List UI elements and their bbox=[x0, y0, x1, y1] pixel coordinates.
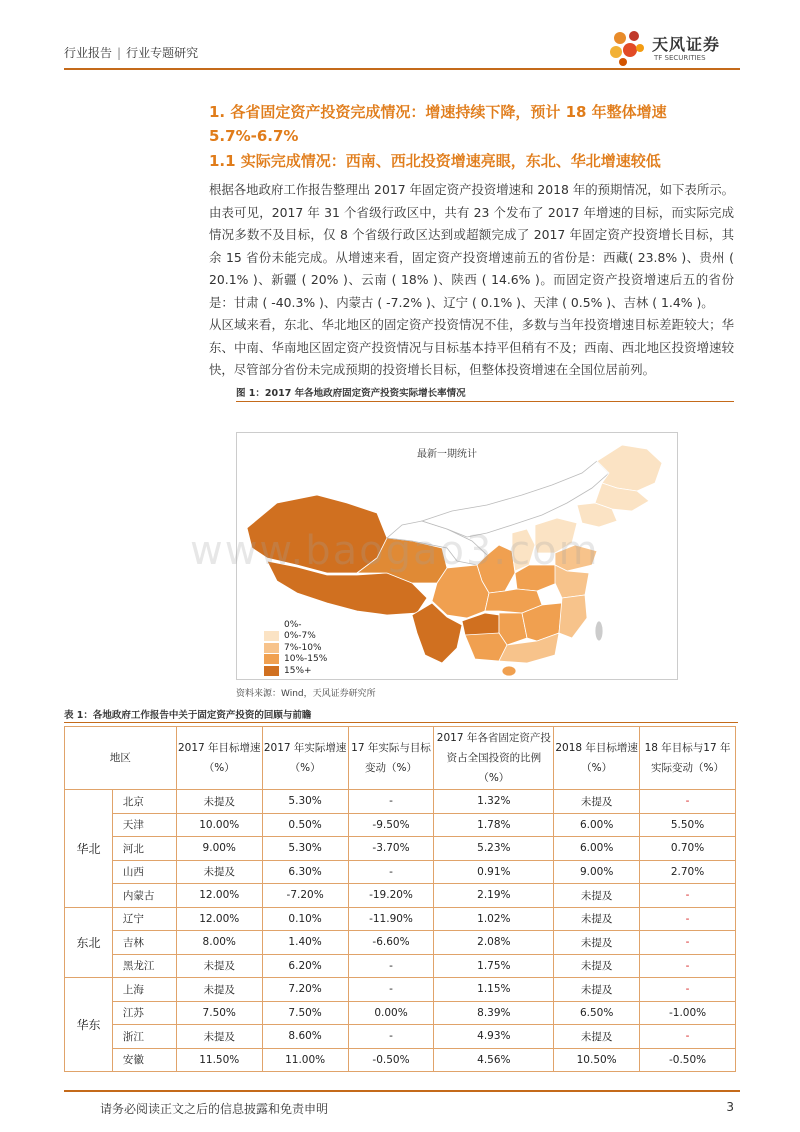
value-cell: 1.78% bbox=[434, 813, 554, 837]
table-title: 表 1：各地政府工作报告中关于固定资产投资的回顾与前瞻 bbox=[64, 710, 312, 721]
value-cell: - bbox=[348, 954, 434, 978]
value-cell: 0.50% bbox=[262, 813, 348, 837]
report-subcategory: 行业专题研究 bbox=[126, 46, 199, 60]
legend-item: 7%-10% bbox=[264, 642, 327, 654]
value-cell: -3.70% bbox=[348, 837, 434, 861]
legend-item: 10%-15% bbox=[264, 654, 327, 666]
figure-title: 图 1：2017 年各地政府固定资产投资实际增长率情况 bbox=[236, 388, 466, 399]
logo-chinese-name: 天风证券 bbox=[652, 35, 721, 54]
province-cell: 河北 bbox=[112, 837, 176, 861]
body-paragraph-2: 从区域来看，东北、华北地区的固定资产投资情况不佳，多数与当年投资增速目标差距较大；华东、中南、华南地区固定资产投资情况与目标基本持平但稍有不及；西南、西北地区投资增速较快，尽管部分省份未完成预期的投资增长目标，但整体投资增速在全国位居前列。 bbox=[209, 317, 734, 378]
col-header: 地区 bbox=[65, 727, 177, 790]
value-cell: 1.40% bbox=[262, 931, 348, 955]
value-cell: 未提及 bbox=[176, 1025, 262, 1049]
region-taiwan bbox=[595, 621, 603, 641]
figure-source: 资料来源：Wind，天风证券研究所 bbox=[236, 689, 376, 699]
legend-item: 15%+ bbox=[264, 665, 327, 677]
value-cell: 未提及 bbox=[554, 978, 640, 1002]
value-cell: - bbox=[640, 790, 736, 814]
province-cell: 安徽 bbox=[112, 1048, 176, 1072]
value-cell: 8.39% bbox=[434, 1001, 554, 1025]
company-logo bbox=[608, 28, 740, 68]
table-row bbox=[65, 837, 736, 861]
province-cell: 山西 bbox=[112, 860, 176, 884]
value-cell: 未提及 bbox=[554, 790, 640, 814]
footer-disclaimer: 请务必阅读正文之后的信息披露和免责申明 bbox=[100, 1102, 329, 1116]
value-cell: - bbox=[348, 1025, 434, 1049]
table-row bbox=[65, 813, 736, 837]
province-cell: 吉林 bbox=[112, 931, 176, 955]
value-cell: 6.00% bbox=[554, 837, 640, 861]
value-cell: 0.00% bbox=[348, 1001, 434, 1025]
table-row bbox=[65, 954, 736, 978]
value-cell: 未提及 bbox=[554, 1025, 640, 1049]
value-cell: -19.20% bbox=[348, 884, 434, 908]
value-cell: 0.91% bbox=[434, 860, 554, 884]
value-cell: 1.32% bbox=[434, 790, 554, 814]
col-header: 2017 年各省固定资产投资占全国投资的比例（%） bbox=[434, 727, 554, 790]
value-cell: 1.02% bbox=[434, 907, 554, 931]
value-cell: 5.23% bbox=[434, 837, 554, 861]
province-cell: 天津 bbox=[112, 813, 176, 837]
value-cell: 未提及 bbox=[176, 790, 262, 814]
investment-table bbox=[64, 726, 736, 1072]
table-header-row bbox=[65, 727, 736, 790]
value-cell: 10.50% bbox=[554, 1048, 640, 1072]
value-cell: 未提及 bbox=[554, 907, 640, 931]
footer-divider bbox=[64, 1090, 740, 1092]
value-cell: 6.00% bbox=[554, 813, 640, 837]
value-cell: 2.08% bbox=[434, 931, 554, 955]
col-header: 2017 年实际增速（%） bbox=[262, 727, 348, 790]
value-cell: 9.00% bbox=[176, 837, 262, 861]
value-cell: -9.50% bbox=[348, 813, 434, 837]
col-header: 2018 年目标增速（%） bbox=[554, 727, 640, 790]
table-row bbox=[65, 978, 736, 1002]
region-zhejiang-fujian bbox=[559, 595, 587, 638]
value-cell: 7.50% bbox=[176, 1001, 262, 1025]
report-header: 行业报告 | 行业专题研究 bbox=[64, 46, 199, 60]
province-cell: 浙江 bbox=[112, 1025, 176, 1049]
body-paragraph-1: 根据各地政府工作报告整理出 2017 年固定资产投资增速和 2018 年的预期情况，如下表所示。由表可见，2017 年 31 个省级行政区中，共有 23 个发布了 2017 年增速的目标，而实际完成情况多数不及目标，仅 8 个省级行政区达到或超额完成了 2017 年固定资产投资增长目标，其余 15 省份未能完成。从增速来看，固定资产投资增速前五的省份是：西藏( 23.8% )、贵州 ( 20.1% )、新疆 ( 20% )、云南 ( 18% )、陕西 ( 14.6% )。而固定资产投资增速后五的省份是：甘肃 ( -40.3% )、内蒙古 ( -7.2% )、辽宁 ( 0.1% )、天津 ( 0.5% )、吉林 ( 1.4% )。 bbox=[209, 182, 734, 310]
value-cell: 4.93% bbox=[434, 1025, 554, 1049]
value-cell: - bbox=[640, 1025, 736, 1049]
table-divider bbox=[64, 722, 738, 723]
value-cell: 7.20% bbox=[262, 978, 348, 1002]
value-cell: 6.50% bbox=[554, 1001, 640, 1025]
value-cell: - bbox=[640, 884, 736, 908]
value-cell: 5.30% bbox=[262, 790, 348, 814]
value-cell: -7.20% bbox=[262, 884, 348, 908]
col-header: 18 年目标与17 年实际变动（%） bbox=[640, 727, 736, 790]
value-cell: -1.00% bbox=[640, 1001, 736, 1025]
value-cell: 12.00% bbox=[176, 884, 262, 908]
table-row bbox=[65, 1025, 736, 1049]
header-divider bbox=[64, 68, 740, 70]
value-cell: - bbox=[640, 954, 736, 978]
value-cell: 7.50% bbox=[262, 1001, 348, 1025]
value-cell: - bbox=[640, 978, 736, 1002]
province-cell: 辽宁 bbox=[112, 907, 176, 931]
region-cell: 华东 bbox=[65, 978, 113, 1072]
province-cell: 上海 bbox=[112, 978, 176, 1002]
value-cell: 12.00% bbox=[176, 907, 262, 931]
page-number: 3 bbox=[726, 1100, 734, 1114]
report-category: 行业报告 bbox=[64, 46, 113, 60]
value-cell: 4.56% bbox=[434, 1048, 554, 1072]
table-row bbox=[65, 790, 736, 814]
value-cell: - bbox=[640, 931, 736, 955]
legend-item: 0%- bbox=[264, 619, 327, 631]
value-cell: 8.00% bbox=[176, 931, 262, 955]
value-cell: 11.00% bbox=[262, 1048, 348, 1072]
table-row bbox=[65, 860, 736, 884]
value-cell: 8.60% bbox=[262, 1025, 348, 1049]
value-cell: 6.30% bbox=[262, 860, 348, 884]
value-cell: 0.70% bbox=[640, 837, 736, 861]
logo-english-name: TF SECURITIES bbox=[654, 54, 706, 62]
province-cell: 黑龙江 bbox=[112, 954, 176, 978]
value-cell: 9.00% bbox=[554, 860, 640, 884]
value-cell: 1.15% bbox=[434, 978, 554, 1002]
value-cell: - bbox=[640, 907, 736, 931]
province-cell: 北京 bbox=[112, 790, 176, 814]
region-heilongjiang bbox=[597, 445, 662, 491]
value-cell: -11.90% bbox=[348, 907, 434, 931]
map-legend bbox=[264, 619, 327, 677]
region-inner-mongolia bbox=[422, 461, 609, 537]
region-cell: 华北 bbox=[65, 790, 113, 908]
value-cell: 2.19% bbox=[434, 884, 554, 908]
section-heading: 1. 各省固定资产投资完成情况：增速持续下降，预计 18 年整体增速 5.7%-6.7% bbox=[209, 103, 667, 145]
value-cell: 未提及 bbox=[176, 978, 262, 1002]
value-cell: - bbox=[348, 978, 434, 1002]
table-row bbox=[65, 1048, 736, 1072]
flower-logo-icon bbox=[608, 28, 648, 68]
value-cell: 2.70% bbox=[640, 860, 736, 884]
province-cell: 江苏 bbox=[112, 1001, 176, 1025]
table-row bbox=[65, 884, 736, 908]
value-cell: 5.50% bbox=[640, 813, 736, 837]
figure-divider bbox=[236, 401, 734, 402]
value-cell: 未提及 bbox=[554, 931, 640, 955]
col-header: 17 年实际与目标变动（%） bbox=[348, 727, 434, 790]
region-cell: 东北 bbox=[65, 907, 113, 978]
value-cell: 11.50% bbox=[176, 1048, 262, 1072]
value-cell: - bbox=[348, 860, 434, 884]
watermark: www.baogao3.com bbox=[190, 528, 600, 574]
value-cell: 6.20% bbox=[262, 954, 348, 978]
value-cell: 未提及 bbox=[176, 954, 262, 978]
legend-item: 0%-7% bbox=[264, 631, 327, 643]
region-hainan bbox=[502, 666, 516, 676]
value-cell: 未提及 bbox=[176, 860, 262, 884]
map-title: 最新一期统计 bbox=[417, 449, 477, 460]
col-header: 2017 年目标增速（%） bbox=[176, 727, 262, 790]
value-cell: - bbox=[348, 790, 434, 814]
value-cell: -0.50% bbox=[348, 1048, 434, 1072]
table-row bbox=[65, 931, 736, 955]
table-row bbox=[65, 907, 736, 931]
value-cell: 未提及 bbox=[554, 954, 640, 978]
province-cell: 内蒙古 bbox=[112, 884, 176, 908]
table-row bbox=[65, 1001, 736, 1025]
subsection-heading: 1.1 实际完成情况：西南、西北投资增速亮眼，东北、华北增速较低 bbox=[209, 152, 661, 170]
value-cell: 1.75% bbox=[434, 954, 554, 978]
value-cell: 5.30% bbox=[262, 837, 348, 861]
value-cell: 0.10% bbox=[262, 907, 348, 931]
value-cell: -0.50% bbox=[640, 1048, 736, 1072]
value-cell: 未提及 bbox=[554, 884, 640, 908]
value-cell: 10.00% bbox=[176, 813, 262, 837]
value-cell: -6.60% bbox=[348, 931, 434, 955]
